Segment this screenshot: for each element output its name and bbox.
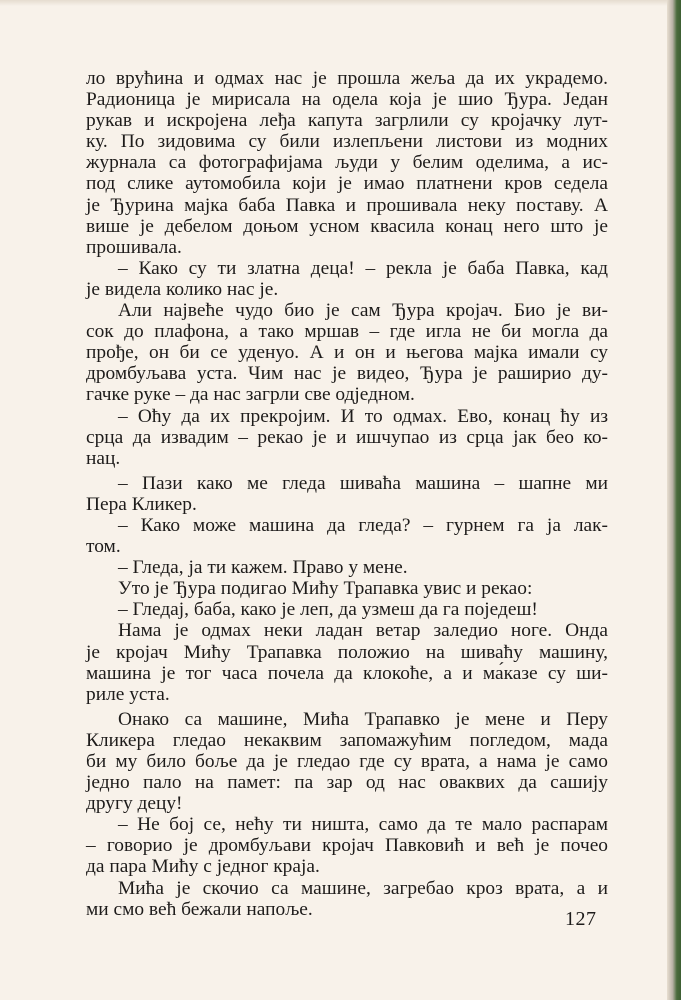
page-top-shade [0,0,667,6]
text-line: прође, он би се уденуо. А и он и његова мајка имали су [86,342,608,364]
text-line: риле уста. [86,683,170,705]
text-line: Уто је Ђура подигао Мићу Трапавка увис и рекао: [118,578,533,600]
text-line: – Како су ти златна деца! – рекла је баба Павка, кад [118,257,608,279]
text-line: да пара Мићу с једног краја. [86,856,320,878]
text-line: – Гледа, ја ти кажем. Право у мене. [118,557,408,579]
text-line: – Како може машина да гледа? – гурнем га ја лак- [118,514,608,536]
text-line: је кројач Мићу Трапавка положио на шиваћу машину, [86,641,608,663]
text-line: више је дебелом доњом усном квасила конац него што је [86,215,608,237]
text-line: је Ђурина мајка баба Павка и прошивала неку поставу. А [86,194,608,216]
text-line: ми смо већ бежали напоље. [86,898,313,920]
text-line: под слике аутомобила који је имао платнени кров седела [86,173,608,195]
text-line: – Оћу да их прекројим. И то одмах. Ево, конац ћу из [118,405,608,427]
text-line: је видела колико нас је. [86,278,279,300]
text-line: Али највеће чудо био је сам Ђура кројач. Био је ви- [118,300,608,322]
text-line: би му било боље да је гледао где су врата, а нама је само [86,751,608,772]
page-number: 127 [565,908,597,930]
text-line: сок до плафона, а тако мршав – где игла не би могла да [86,321,608,343]
text-line: Онако са машине, Мића Трапавко је мене и Перу [118,708,608,730]
text-line: ло врућина и одмах нас је прошла жеља да их украдемо. [86,68,608,89]
page-edge [667,0,681,1000]
text-line: Кликера гледао некаквим запомажућим погледом, мада [86,729,608,751]
text-block [86,68,608,920]
text-line: ку. По зидовима су били излепљени листови из модних [86,131,608,153]
text-line: – говорио је дромбуљави кројач Павковић и већ је почео [86,835,608,857]
text-line: журнала са фотографијама људи у белим оделима, а ис- [86,152,608,174]
text-line: нац. [86,447,121,469]
text-line: прошивала. [86,236,182,258]
text-line: гачке руке – да нас загрли све одједном. [86,384,415,406]
text-line: Пера Кликер. [86,493,197,515]
text-line: машина је тог часа почела да клокоће, а и ма́казе су ши- [86,662,608,684]
text-line: дромбуљава уста. Чим нас је видео, Ђура је раширио ду- [86,363,608,385]
text-line: рукав и искројена леђа капута загрлили су кројачку лут- [86,110,608,132]
text-line: другу децу! [86,793,183,815]
text-line: једно пало на памет: па зар од нас оваквих да сашију [86,772,608,794]
text-line: срца да извадим – рекао је и ишчупао из срца јак бео ко- [86,426,608,448]
text-line: Мића је скочио са машине, загребао кроз врата, а и [118,877,608,899]
text-line: том. [86,536,121,558]
text-line: – Пази како ме гледа шиваћа машина – шапне ми [118,472,608,494]
text-line: Радионица је мирисала на одела која је шио Ђура. Један [86,89,608,111]
text-line: – Гледај, баба, како је леп, да узмеш да га поједеш! [118,599,538,621]
text-line: Нама је одмах неки ладан ветар заледио ноге. Онда [118,620,608,642]
text-line: – Не бој се, нећу ти ништа, само да те мало распарам [118,814,608,836]
